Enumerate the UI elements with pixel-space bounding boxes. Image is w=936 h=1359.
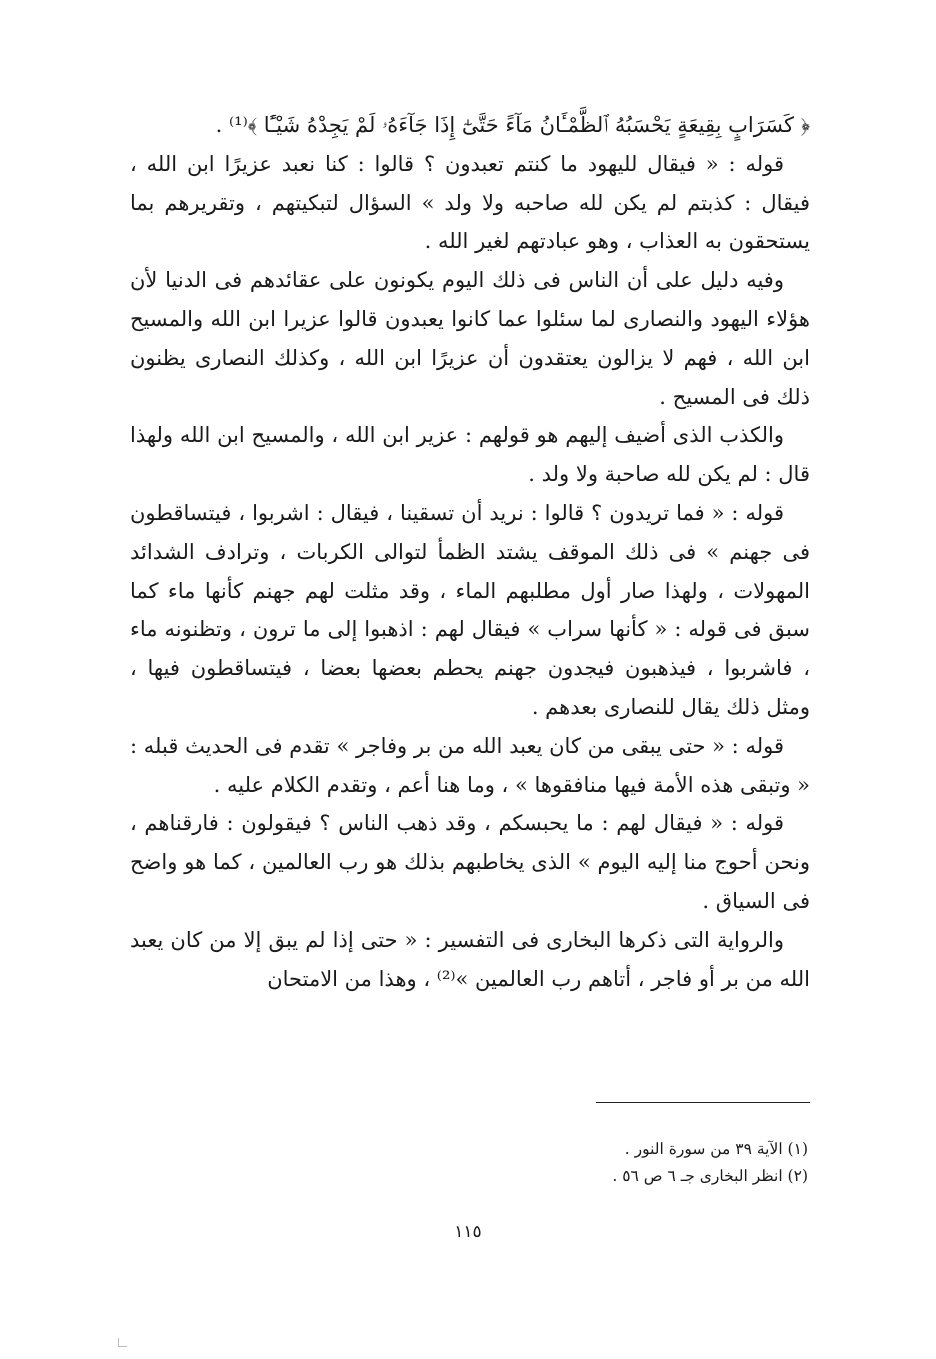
paragraph-remaining: قوله : « حتى يبقى من كان يعبد الله من بر وفاجر » تقدم فى الحديث قبله : « وتبقى هذه الأمة فيها منافقوها » ، وما هنا أعم ، وتقدم الكلام عليه . [130,733,810,797]
footnote-separator [596,1102,810,1103]
main-text [130,106,810,998]
scan-corner-mark [118,1338,127,1347]
paragraph-lie: والكذب الذى أضيف إليهم هو قولهم : عزير ابن الله ، والمسيح ابن الله ولهذا قال : لم يكن لله صاحبة ولا ولد . [130,423,810,487]
page-number: ١١٥ [454,1222,482,1242]
footnotes [330,1136,808,1190]
paragraph-thirst: قوله : « فما تريدون ؟ قالوا : نريد أن تسقينا ، فيقال : اشربوا ، فيتساقطون فى جهنم » فى ذلك الموقف يشتد الظمأ لتوالى الكربات ، وترادف الشدائد المهولات ، ولهذا صار أول مطلبهم الماء ، وقد مثلت لهم جهنم كأنها ماء كما سبق فى قوله : « كأنها سراب » فيقال لهم : اذهبوا إلى ما ترون ، وتظنونه ماء ، فاشربوا ، فيذهبون فيجدون جهنم يحطم بعضها بعضا ، فيتساقطون فيها ، ومثل ذلك يقال للنصارى بعدهم . [130,500,810,719]
paragraph-jews-question: قوله : « فيقال لليهود ما كنتم تعبدون ؟ قالوا : كنا نعبد عزيرًا ابن الله ، فيقال : كذبتم لم يكن لله صاحبه ولا ولد » السؤال لتبكيتهم ، وتقريرهم بما يستحقون به العذاب ، وهو عبادتهم لغير الله . [130,151,810,254]
paragraph-beliefs: وفيه دليل على أن الناس فى ذلك اليوم يكونون على عقائدهم فى الدنيا لأن هؤلاء اليهود والنصارى لما سئلوا عما كانوا يعبدون قالوا عزيرا ابن الله والمسيح ابن الله ، فهم لا يزالون يعتقدون أن عزيرًا ابن الله ، وكذلك النصارى يظنون ذلك فى المسيح . [130,268,810,409]
quran-verse: ﴿ كَسَرَابٍ بِقِيعَةٍ يَحْسَبُهُ ٱلظَّمْـَٔانُ مَآءً حَتَّىٰٓ إِذَا جَآءَهُۥ لَمْ يَجِدْهُ شَيْـًٔا ﴾⁽¹⁾ . [215,113,810,137]
paragraph-bukhari-narration: والرواية التى ذكرها البخارى فى التفسير : « حتى إذا لم يبق إلا من كان يعبد الله من بر أو فاجر ، أتاهم رب العالمين »⁽²⁾ ، وهذا من الامتحان [130,927,810,991]
footnote-2: (٢) انظر البخارى جـ ٦ ص ٥٦ . [612,1167,808,1185]
paragraph-what-holds-you: قوله : « فيقال لهم : ما يحبسكم ، وقد ذهب الناس ؟ فيقولون : فارقناهم ، ونحن أحوج منا إليه اليوم » الذى يخاطبهم بذلك هو رب العالمين ، كما هو واضح فى السياق . [130,811,810,913]
footnote-1: (١) الآية ٣٩ من سورة النور . [624,1140,808,1158]
